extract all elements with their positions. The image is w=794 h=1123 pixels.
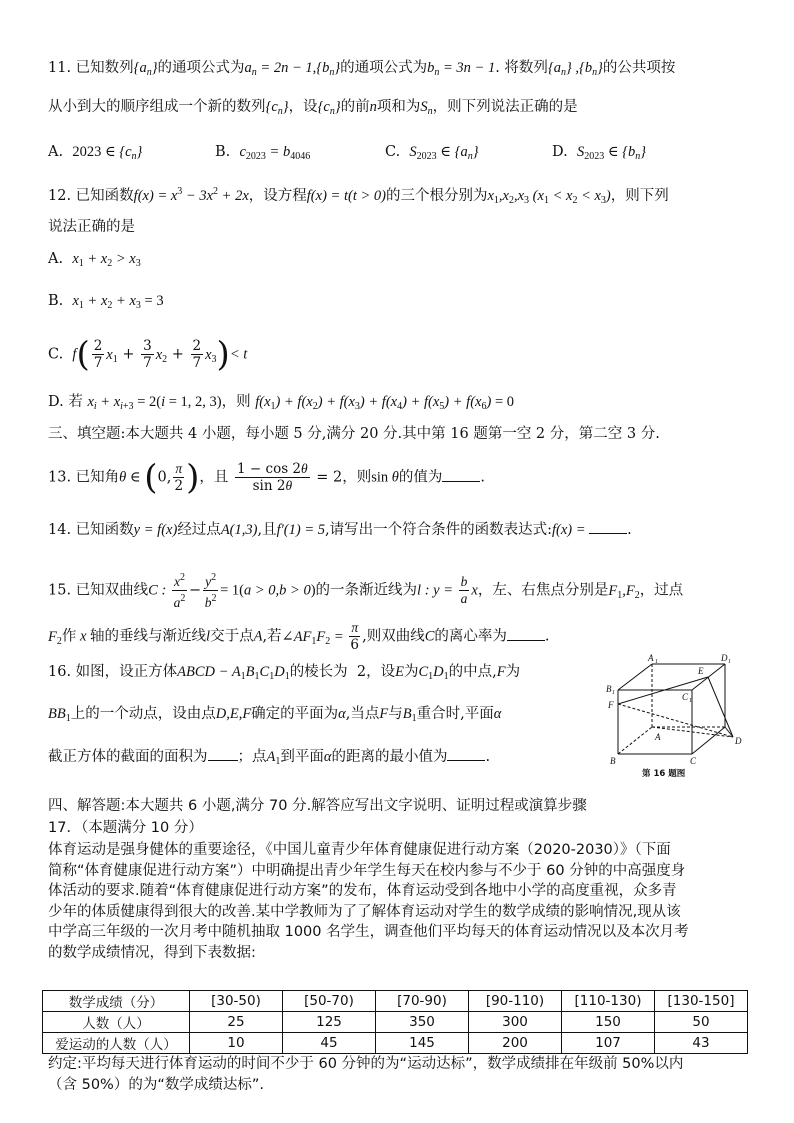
q11-text: ，则下列说法正确的是 xyxy=(432,99,578,115)
q14: 14. 已知函数y = f(x)经过点A(1,3),且f′(1) = 5,请写出一个符合条件的函数表达式:f(x) = . xyxy=(48,519,632,540)
q12-option-a: A. $x_1 + x_2 > x_3$ xyxy=(48,251,141,269)
table-cell: 43 xyxy=(655,1033,748,1054)
q17-para-line: 少年的体质健康得到很大的改善.某中学教师为了了解体育运动对学生的数学成绩的影响情况,现从该 xyxy=(48,903,681,920)
q16-line2: $BB_1$上的一个动点，设由点D,E,F确定的平面为α,当点F与$B_1$重合时,平面α xyxy=(48,706,502,724)
q11-text: 的前 xyxy=(340,99,370,115)
q16-line3: 截正方体的截面的面积为 ；点$A_1$到平面α的距离的最小值为 . xyxy=(48,746,490,772)
q12-option-d: D. 若 $x_i + x_{i+3} = 2(i = 1$, 2, 3)，则 $f(x_1) + f(x_2) + f(x_3) + f(x_4) + f(x_5) + f(x_6) = 0$ xyxy=(48,394,515,412)
table-cell: 人数（人） xyxy=(43,1012,190,1033)
label-b: B xyxy=(610,756,616,766)
q17-note-line: （含 50%）的为“数学成绩达标”. xyxy=(48,1076,264,1093)
table-cell: 200 xyxy=(469,1033,562,1054)
label-c: C xyxy=(690,756,697,766)
svg-text:1: 1 xyxy=(655,659,658,665)
q11-text: 的通项公式为 xyxy=(157,60,245,76)
q17-note xyxy=(48,1054,753,1095)
q17-para-line: 中学高三年级的一次月考中随机抽取 1000 名学生，调查他们平均每天的体育运动情况以及本次月考 xyxy=(48,924,689,940)
label-a: A xyxy=(655,732,661,742)
table-cell: 350 xyxy=(376,1012,469,1033)
q11-text: 从小到大的顺序组成一个新的数列 xyxy=(48,99,266,115)
q11-option-d: D. $S_{2023}$ ∈ $\{b_n\}$ xyxy=(552,144,647,162)
q11-text: ，设 xyxy=(288,99,318,115)
q11-option-b: B. $c_{2023} = b_{4046}$ xyxy=(215,144,311,162)
q11-text: 的通项公式为 xyxy=(340,60,428,76)
table-cell: 45 xyxy=(283,1033,376,1054)
table-header-cell: [50-70) xyxy=(283,991,376,1012)
q11-line1: 11. 已知数列$\{a_n\}$的通项公式为$a_n = 2n - 1,\{b_n\}$的通项公式为$b_n = 3n - 1$. 将数列$\{a_n\}$ $,\{b_n\}$的公共项按 xyxy=(48,60,676,78)
table-header-cell: 数学成绩（分） xyxy=(43,991,190,1012)
table-cell: 145 xyxy=(376,1033,469,1054)
table-header-cell: [70-90) xyxy=(376,991,469,1012)
q12-option-b: B. $x_1 + x_2 + x_3 = 3$ xyxy=(48,293,164,311)
q11-option-c: C. $S_{2023}$ ∈ $\{a_n\}$ xyxy=(385,144,479,162)
q17-note-line: 约定:平均每天进行体育运动的时间不少于 60 分钟的为“运动达标”，数学成绩排在年级前 50%以内 xyxy=(48,1056,684,1072)
q16-answer-blank-1[interactable] xyxy=(208,746,238,761)
table-row xyxy=(43,1033,748,1054)
q17-para-line: 简称“体育健康促进行动方案”）中明确提出青少年学生每天在校内参与不少于 60 分钟的中高强度身 xyxy=(48,862,686,879)
q16-line1: 16. 如图，设正方体ABCD − $A_1B_1C_1D_1$的棱长为 2，设E为$C_1D_1$的中点,F为 xyxy=(48,664,521,682)
table-header-cell: [110-130) xyxy=(562,991,655,1012)
q11-text: . 将数列 xyxy=(495,60,548,76)
table-cell: 300 xyxy=(469,1012,562,1033)
table-header-cell: [130-150] xyxy=(655,991,748,1012)
label-a1: A xyxy=(648,653,654,663)
q17-para-line: 体活动的要求.随着“体育健康促进行动方案”的发布，体育运动受到各地中小学的高度重视，众多青 xyxy=(48,883,677,899)
label-b1: B xyxy=(606,684,612,694)
q16-answer-blank-2[interactable] xyxy=(447,746,485,761)
table-cell: 150 xyxy=(562,1012,655,1033)
q11-text: 的公共项按 xyxy=(602,60,676,76)
table-cell: 爱运动的人数（人） xyxy=(43,1033,190,1054)
table-cell: 25 xyxy=(190,1012,283,1033)
q12-option-c: C. f( $\frac{2}{7}$ $x_1$ + $\frac{3}{7}$ $x_2$ + $\frac{2}{7}$ $x_3)< t$ xyxy=(48,334,248,375)
section-4-heading: 四、解答题:本大题共 6 小题,满分 70 分.解答应写出文字说明、证明过程或演算步骤 xyxy=(48,798,587,814)
q15-answer-blank[interactable] xyxy=(507,626,545,641)
svg-text:1: 1 xyxy=(612,690,615,696)
q12-line2: 说法正确的是 xyxy=(48,219,135,235)
table-header-row xyxy=(43,991,748,1012)
label-d1: D xyxy=(721,653,728,663)
label-c1: C xyxy=(682,692,689,702)
table-cell: 107 xyxy=(562,1033,655,1054)
q17-data-table xyxy=(42,990,748,1054)
q13: 13. 已知角θ ∈ (0, $\frac{\pi}{2}$ )，且 $\frac{1 - \cos 2\theta}{\sin 2\theta}$ = 2，则sin θ的值为 . xyxy=(48,457,486,498)
section-3-heading: 三、填空题:本大题共 4 小题，每小题 5 分,满分 20 分.其中第 16 题第一空 2 分，第二空 3 分. xyxy=(48,426,660,442)
q11-text: 11. 已知数列 xyxy=(48,60,134,76)
q16-figure-caption: 第 16 题图 xyxy=(642,769,686,779)
q16-cube-figure xyxy=(600,652,750,780)
table-cell: 125 xyxy=(283,1012,376,1033)
q11-option-a: A. 2023 ∈ $\{c_n\}$ xyxy=(48,144,143,162)
q15-line2: $F_2$作 x 轴的垂线与渐近线l交于点A,若$\angle AF_1F_2$ = $\frac{\pi}{6}$ ,则双曲线C的离心率为 . xyxy=(48,620,550,653)
q17-para-line: 的数学成绩情况，得到下表数据: xyxy=(48,944,256,961)
label-e: E xyxy=(698,666,704,676)
svg-text:1: 1 xyxy=(689,698,692,704)
q15-line1: 15. 已知双曲线C : $\frac{x^2}{a^2}$ − $\frac{y^2}{b^2}$ = 1(a > 0,b > 0)的一条渐近线为l : y = $\frac{b}{a}$ x，左、右焦点分别是$F_1,F_2$，过点 xyxy=(48,572,684,610)
q11-line2: 从小到大的顺序组成一个新的数列$\{c_n\}$，设$\{c_n\}$的前n项和为$S_n$，则下列说法正确的是 xyxy=(48,99,578,117)
table-cell: 50 xyxy=(655,1012,748,1033)
table-row xyxy=(43,1012,748,1033)
q13-answer-blank[interactable] xyxy=(442,467,480,482)
table-cell: 10 xyxy=(190,1033,283,1054)
table-header-cell: [90-110) xyxy=(469,991,562,1012)
svg-text:1: 1 xyxy=(728,659,731,665)
table-header-cell: [30-50) xyxy=(190,991,283,1012)
q11-text: 项和为 xyxy=(376,99,421,115)
q17-para-line: 体育运动是强身健体的重要途径，《中国儿童青少年体育健康促进行动方案（2020-2030）》（下面 xyxy=(48,842,671,858)
q17-title: 17．（本题满分 10 分） xyxy=(48,820,203,836)
label-f: F xyxy=(608,700,614,710)
q12-line1: 12. 已知函数$f(x) = x^3 - 3x^2 + 2x$，设方程f(x) = t(t > 0)的三个根分别为$x_1,x_2,x_3$ $(x_1 < x_2 < x_3)$，则下列 xyxy=(48,186,669,206)
label-d: D xyxy=(735,736,742,746)
q17-paragraph xyxy=(48,840,753,963)
q14-answer-blank[interactable] xyxy=(589,519,627,534)
